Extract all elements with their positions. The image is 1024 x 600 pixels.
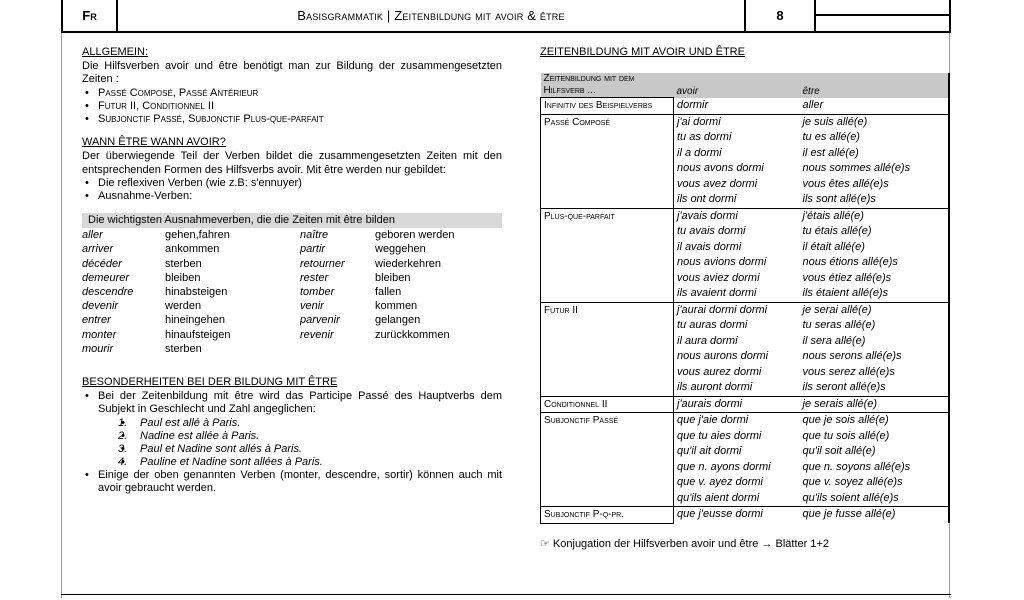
- allgemein-list: [82, 87, 502, 127]
- etre-form: que n. soyons allé(e)s: [800, 460, 950, 476]
- exception-cell: tomber: [300, 286, 335, 298]
- page-border-left: [61, 33, 62, 598]
- etre-form: que je sois allé(e): [800, 413, 950, 429]
- avoir-form: ils auront dormi: [677, 381, 753, 394]
- avoir-form: il avais dormi: [677, 240, 742, 253]
- list-item: • Ausnahme-Verben:: [82, 190, 502, 203]
- example-item: [118, 417, 502, 430]
- wann-text: Der überwiegende Teil der Verben bildet die zusammengesetzten Zeiten mit den entsprechenden Formen des Hilfsverbs avoir. Mit être werden nur gebildet:: [82, 150, 502, 176]
- right-column: [540, 46, 960, 551]
- avoir-form: qu'ils aient dormi: [677, 491, 760, 504]
- etre-form: il sera allé(e): [800, 334, 950, 350]
- exceptions-heading: Die wichtigsten Ausnahmeverben, die die Zeiten mit être bilden: [82, 213, 502, 228]
- avoir-form: que tu aies dormi: [677, 429, 762, 442]
- exception-cell: sterben: [165, 257, 202, 270]
- avoir-form: que v. ayez dormi: [677, 476, 764, 489]
- conjugation-table: [540, 73, 950, 524]
- table-row: [541, 396, 950, 413]
- tense-label: Conditionnel II: [541, 396, 674, 413]
- besonder-item1: • Bei der Zeitenbildung mit être wird das Participe Passé des Hauptverbs dem Subjekt in Geschlecht und Zahl angeglichen:: [98, 390, 502, 416]
- pointer-icon: ☞: [540, 537, 553, 550]
- tense-label: Passé Composé: [541, 114, 674, 208]
- avoir-form: vous avez dormi: [677, 177, 758, 190]
- avoir-form: j'aurais dormi: [674, 396, 800, 413]
- etre-form: tu étais allé(e): [800, 224, 950, 240]
- example-item: [118, 443, 502, 456]
- avoir-form: il a dormi: [677, 146, 722, 159]
- list-item: • Futur II, Conditionnel II: [82, 100, 502, 113]
- etre-form: ils seront allé(e)s: [800, 380, 950, 396]
- example-number: • 2.: [118, 429, 128, 442]
- example-text: Paul et Nadine sont allés à Paris.: [140, 442, 303, 455]
- avoir-form: vous aviez dormi: [677, 271, 760, 284]
- exception-cell: hinabsteigen: [165, 286, 228, 298]
- avoir-form: j'ai dormi: [674, 114, 800, 130]
- exception-cell: naître: [300, 229, 329, 242]
- etre-form: que tu sois allé(e): [800, 429, 950, 445]
- cross-reference-note: [540, 538, 960, 551]
- list-item: [82, 469, 502, 495]
- page-header: [61, 0, 951, 33]
- etre-form: que je fusse allé(e): [800, 507, 950, 524]
- etre-form: tu es allé(e): [800, 130, 950, 146]
- etre-form: je serais allé(e): [800, 396, 950, 413]
- list-item: [82, 390, 502, 469]
- exception-cell: mourir: [82, 342, 114, 355]
- avoir-form: vous aurez dormi: [677, 365, 762, 378]
- avoir-form: ils avaient dormi: [677, 287, 757, 300]
- avoir-form: tu avais dormi: [677, 225, 746, 238]
- infinitiv-etre: aller: [800, 98, 950, 115]
- exception-cell: monter: [82, 328, 117, 341]
- wann-list: [82, 177, 502, 203]
- allgemein-text: Die Hilfsverben avoir und être benötigt man zur Bildung der zusammengesetzten Zeiten :: [82, 60, 502, 86]
- avoir-form: nous avons dormi: [677, 162, 764, 175]
- page-border-bottom: [61, 594, 951, 595]
- tense-label: Subjonctif Passé: [541, 413, 674, 507]
- exception-cell: kommen: [375, 300, 418, 313]
- exception-cell: hineingehen: [165, 314, 225, 327]
- avoir-form: j'avais dormi: [674, 208, 800, 224]
- table-row: [541, 114, 950, 130]
- exception-cell: wiederkehren: [375, 257, 442, 270]
- avoir-form: j'aurai dormi dormi: [674, 302, 800, 318]
- exception-cell: geboren werden: [375, 229, 455, 242]
- header-etre: être: [800, 73, 950, 98]
- exception-cell: devenir: [82, 300, 119, 313]
- infinitiv-avoir: dormir: [677, 99, 709, 112]
- exception-cell: bleiben: [375, 271, 411, 284]
- avoir-form: que j'eusse dormi: [674, 507, 800, 524]
- besonder-item2: • Einige der oben genannten Verben (monter, descendre, sortir) können auch mit avoir gebraucht werden.: [98, 469, 502, 495]
- etre-form: que v. soyez allé(e)s: [800, 475, 950, 491]
- exception-cell: bleiben: [165, 271, 201, 284]
- etre-form: vous êtes allé(e)s: [800, 177, 950, 193]
- page-number: 8: [744, 0, 814, 31]
- etre-form: qu'il soit allé(e): [800, 444, 950, 460]
- header-blank-cell: [814, 0, 949, 31]
- avoir-form: tu auras dormi: [677, 319, 748, 332]
- tense-label: Futur II: [541, 302, 674, 396]
- avoir-form: que n. ayons dormi: [677, 460, 771, 473]
- table-header-row: [541, 73, 950, 98]
- exception-cell: venir: [300, 300, 324, 313]
- exception-cell: descendre: [82, 286, 134, 298]
- example-item: [118, 430, 502, 443]
- exception-cell: gelangen: [375, 314, 421, 327]
- table-row: [541, 208, 950, 224]
- examples-list: [98, 417, 502, 470]
- etre-form: vous serez allé(e)s: [800, 365, 950, 381]
- table-row: [541, 98, 950, 115]
- exception-cell: rester: [300, 271, 329, 284]
- exception-cell: gehen,fahren: [165, 229, 230, 242]
- left-column: [82, 46, 502, 496]
- table-row: [541, 302, 950, 318]
- exceptions-grid: [82, 229, 502, 356]
- allgemein-heading: ALLGEMEIN:: [82, 46, 149, 58]
- etre-form: vous étiez allé(e)s: [800, 271, 950, 287]
- header-avoir: avoir: [674, 73, 800, 98]
- exception-cell: partir: [300, 243, 326, 256]
- tense-rows: [541, 114, 950, 523]
- exception-cell: aller: [82, 229, 103, 242]
- exception-cell: zurückkommen: [375, 328, 450, 341]
- etre-form: qu'ils soient allé(e)s: [800, 491, 950, 507]
- etre-form: nous sommes allé(e)s: [800, 161, 950, 177]
- example-text: Paul est allé à Paris.: [140, 416, 241, 429]
- exception-cell: ankommen: [165, 243, 220, 256]
- example-item: [118, 456, 502, 469]
- etre-form: il était allé(e): [800, 240, 950, 256]
- exception-cell: arriver: [82, 243, 114, 256]
- example-number: • 1.: [118, 416, 128, 429]
- besonder-heading: BESONDERHEITEN BEI DER BILDUNG MIT ÊTRE: [82, 375, 338, 388]
- avoir-form: tu as dormi: [677, 131, 732, 144]
- besonder-list: [82, 390, 502, 496]
- table-heading: ZEITENBILDUNG MIT AVOIR UND ÊTRE: [540, 46, 745, 58]
- list-item: • Passé Composé, Passé Antérieur: [82, 87, 502, 100]
- avoir-form: qu'il ait dormi: [677, 445, 742, 458]
- example-number: • 4.: [118, 456, 128, 469]
- exception-cell: weggehen: [375, 243, 426, 256]
- etre-form: je suis allé(e): [800, 114, 950, 130]
- exception-cell: hinaufsteigen: [165, 328, 231, 341]
- avoir-form: que j'aie dormi: [674, 413, 800, 429]
- avoir-form: nous aurons dormi: [677, 350, 769, 363]
- etre-form: ils sont allé(e)s: [800, 192, 950, 208]
- avoir-form: ils ont dormi: [677, 193, 737, 206]
- exception-cell: entrer: [82, 314, 111, 327]
- page-title: Basisgrammatik | Zeitenbildung mit avoir & être: [297, 7, 565, 23]
- exception-cell: demeurer: [82, 271, 130, 284]
- exception-cell: werden: [165, 300, 202, 313]
- wann-heading: WANN ÊTRE WANN AVOIR?: [82, 136, 226, 149]
- etre-form: il est allé(e): [800, 146, 950, 162]
- tense-label: Plus-que-parfait: [541, 208, 674, 302]
- exception-cell: [300, 343, 375, 356]
- avoir-form: nous avions dormi: [677, 256, 767, 269]
- etre-form: tu seras allé(e): [800, 318, 950, 334]
- table-row: [541, 413, 950, 429]
- table-row: [541, 507, 950, 524]
- example-number: • 3.: [118, 442, 128, 455]
- exception-cell: fallen: [375, 286, 402, 298]
- list-item: • Subjonctif Passé, Subjonctif Plus-que-parfait: [82, 113, 502, 126]
- example-text: Nadine est allée à Paris.: [140, 429, 260, 442]
- etre-form: ils étaient allé(e)s: [800, 286, 950, 302]
- infinitiv-label: Infinitiv des Beispielverbs: [541, 98, 674, 115]
- etre-form: j'étais allé(e): [800, 208, 950, 224]
- etre-form: je serai allé(e): [800, 302, 950, 318]
- etre-form: nous serons allé(e)s: [800, 349, 950, 365]
- example-text: Pauline et Nadine sont allées à Paris.: [140, 456, 323, 469]
- exception-cell: décéder: [82, 257, 122, 270]
- tense-label: Subjonctif P-q-pr.: [541, 507, 674, 524]
- note-text: Konjugation der Hilfsverben avoir und être → Blätter 1+2: [552, 537, 829, 550]
- language-code: Fr: [63, 0, 118, 31]
- exception-cell: parvenir: [300, 314, 340, 327]
- header-label: Zeitenbildung mit dem Hilfsverb ...: [541, 73, 674, 98]
- exception-cell: revenir: [300, 328, 334, 341]
- exception-cell: sterben: [165, 342, 202, 355]
- avoir-form: il aura dormi: [677, 334, 738, 347]
- etre-form: nous étions allé(e)s: [800, 255, 950, 271]
- exception-cell: [375, 343, 502, 356]
- exception-cell: retourner: [300, 257, 345, 270]
- list-item: • Die reflexiven Verben (wie z.B: s'ennuyer): [82, 177, 502, 190]
